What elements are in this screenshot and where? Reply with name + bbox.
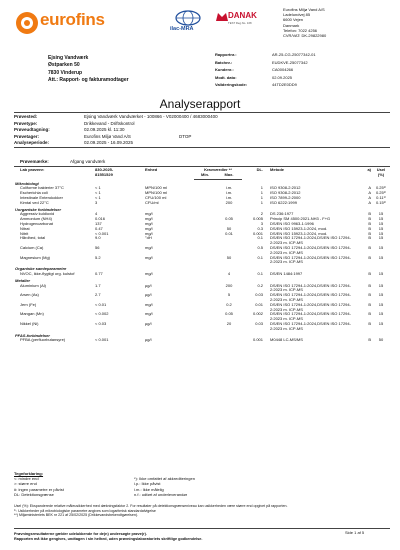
report-meta <box>215 51 390 89</box>
cell-unit: µg/l <box>145 338 152 343</box>
cell-parameter: Aluminium (Al) <box>20 283 47 288</box>
cell-max <box>216 246 242 256</box>
cell-method: DS/EN ISO 17294-1:2024,DS/EN ISO 17294-2:2023 m. ICP-MS <box>270 321 351 331</box>
cell-parameter: NVOC, ikke-flygtigt org. kulstof <box>20 271 75 276</box>
cell-uncertainty: 15 <box>378 283 384 288</box>
cell-uncertainty: 0.15¹⁾ <box>375 200 387 205</box>
cell-max: 0.01 <box>225 231 233 236</box>
cell-value: 0.77 <box>95 271 103 276</box>
cell-dl: 0.001 <box>253 231 264 236</box>
cell-min <box>194 246 216 256</box>
cell-method: DS/EN ISO 17294-1:2024,DS/EN ISO 17294-2:2023 m. ICP-MS <box>270 255 351 265</box>
cell-method: DS/EN ISO 15923-1:2024, mod. <box>270 231 328 236</box>
cell-value: < 1 <box>95 191 101 196</box>
meta-key: Valideringskode: <box>215 82 248 88</box>
cell-dl: 1 <box>260 186 264 191</box>
sample-mark-key: Prøvemærke: <box>20 158 49 164</box>
sample-info-key: Prøveudtagning: <box>14 127 50 133</box>
cell-parameter: Coliforme bakterier 37°C <box>20 186 64 191</box>
cell-accreditation: A <box>368 186 372 191</box>
table-row <box>14 338 390 343</box>
cell-parameter: Calcium (Ca) <box>20 245 44 250</box>
cell-value: < 1 <box>95 195 101 200</box>
cell-max: 5 <box>227 293 231 298</box>
cell-max: 0.05 <box>225 217 233 222</box>
cell-parameter: Mangan (Mn) <box>20 312 44 317</box>
cell-value: 137 <box>95 221 102 226</box>
recipient-line: Att.: Rapport- og fakturamodtager <box>48 76 129 83</box>
meta-key: Batchnr.: <box>215 59 233 65</box>
cell-method: ISO 7899-2:2000 <box>270 195 301 200</box>
cell-uncertainty: 0.25¹⁾ <box>375 186 387 191</box>
cell-dl: 1 <box>260 200 264 205</box>
cell-dl: 0.01 <box>255 302 264 307</box>
sample-info-key: Prøvetager: <box>14 133 40 139</box>
col-max: Max. <box>216 173 242 179</box>
col-lab-no-value: 830-2025- 81551529 <box>95 167 114 177</box>
meta-value: EUDKVE-25077342 <box>272 59 308 65</box>
cell-max: i.m. <box>225 186 233 191</box>
cell-min <box>194 338 216 343</box>
lab-address-line: CVR/VAT: DK-29822980 <box>283 33 327 39</box>
sample-info-value: Eurofins Miljø Vand A/S <box>84 133 131 139</box>
section-title: Metaller <box>15 277 31 283</box>
legend-item: i.m.: Ikke målelig <box>134 486 164 492</box>
footer-line: Rapporten må ikke gengives, undtagen i sin helhed, uden prøvningslaboratoriets skriftlige godkendelse. <box>14 536 203 541</box>
cell-uncertainty: 15 <box>378 231 384 236</box>
cell-method: M0448 LC-MS/MS <box>270 338 303 343</box>
cell-unit: mg/l <box>145 312 153 317</box>
col-lab-no: Lab prøvenr: <box>20 167 45 172</box>
cell-parameter: Escherichia coli <box>20 191 48 196</box>
cell-method: DS/EN ISO 15923-1:2024, mod. <box>270 226 328 231</box>
cell-parameter: Hydrogencarbonat <box>20 221 53 226</box>
cell-dl: 1 <box>260 191 264 196</box>
table-row <box>14 284 390 294</box>
cell-parameter: Nitrit <box>20 231 29 236</box>
meta-row <box>215 59 390 67</box>
cell-accreditation: B <box>368 212 372 217</box>
cell-uncertainty: 15 <box>378 236 384 241</box>
cell-max: 200 <box>225 200 233 205</box>
cell-method: Princip SM 4500:2021-NH3 - F+G <box>270 217 331 222</box>
meta-row <box>215 74 390 82</box>
footer-line: Prøvningsresultaterne gælder udelukkende for de(n) undersøgte prøve(r). <box>14 532 147 536</box>
cell-max: i.m. <box>225 195 233 200</box>
meta-key: Kundenr.: <box>215 67 234 73</box>
cell-method: DS/EN ISO 17294-1:2024,DS/EN ISO 17294-2:2023 m. ICP-MS <box>270 245 351 255</box>
cell-accreditation: B <box>368 255 372 260</box>
cell-accreditation: B <box>368 231 372 236</box>
cell-accreditation: B <box>368 293 372 298</box>
cell-accreditation: B <box>368 312 372 317</box>
cell-min <box>194 303 216 313</box>
cell-dl: 1 <box>260 195 264 200</box>
meta-key: Rapportnr.: <box>215 52 237 58</box>
cell-accreditation: A <box>368 191 372 196</box>
cell-unit: CFU/100 ml <box>145 195 167 200</box>
cell-parameter: Intestinale Enterokokker <box>20 195 63 200</box>
danak-text: DANAK <box>228 11 257 20</box>
lab-address-line: Ladelundvej 85 <box>283 12 311 18</box>
cell-parameter: Nitrat <box>20 226 30 231</box>
table-row <box>14 293 390 303</box>
cell-uncertainty: 15 <box>378 271 384 276</box>
cell-method: DS/EN ISO 17294-1:2024,DS/EN ISO 17294-2:2023 m. ICP-MS <box>270 312 351 322</box>
sample-info <box>14 112 390 148</box>
legend-item: #: ingen parametre er påvist <box>14 486 64 492</box>
section-title: PFAS-forbindelser <box>15 332 50 338</box>
cell-max <box>216 338 242 343</box>
cell-unit: µg/l <box>145 321 152 326</box>
cell-method: DS 236:1977 <box>270 212 294 217</box>
cell-max: 0.05 <box>225 312 233 317</box>
recipient-line: 7830 Vinderup <box>48 69 83 76</box>
sample-mark-value: Afgang vandværk <box>70 158 106 164</box>
cell-uncertainty: 15 <box>378 302 384 307</box>
cell-value: < 0.001 <box>95 338 109 343</box>
cell-value: 9.0 <box>95 236 101 241</box>
legend-item: *): Ikke omfattet af akkrediteringen <box>134 476 195 482</box>
table-row <box>14 312 390 322</box>
cell-dl: 0.1 <box>257 236 264 241</box>
cell-max: 50 <box>226 226 232 231</box>
cell-min <box>194 293 216 303</box>
legend-item: <: mindre end <box>14 476 39 482</box>
section-row <box>14 332 390 339</box>
sample-info-extra: DTOP <box>179 133 192 139</box>
section-title: Uorganiske forbindelser <box>15 206 62 212</box>
cell-parameter: Arsen (As) <box>20 293 39 298</box>
cell-min <box>194 236 216 246</box>
cell-min <box>194 322 216 332</box>
cell-parameter: Nikkel (Ni) <box>20 321 39 326</box>
cell-accreditation: B <box>368 217 372 222</box>
sample-info-value: 02.09.2025 - 16.09.2025 <box>84 140 134 146</box>
cell-min <box>194 284 216 294</box>
cell-value: < 0.03 <box>95 321 107 326</box>
sample-info-value: Ejsing Vandværk Vandværket - 100866 - V02000400 / 4683000400 <box>84 114 218 120</box>
recipient-line: Ejsing Vandværk <box>48 55 89 61</box>
note-line: Usel (%): Ekspanderede relative måleusikkerhed med dækningsfaktor 2. For resultater på detektionsgrænseniveau kan usikkerheden være større end opgivet på rapporten. <box>14 504 288 508</box>
sample-mark <box>14 157 390 167</box>
table-row <box>14 303 390 313</box>
cell-value: 4 <box>95 212 98 217</box>
lab-address-line: Eurofins Miljø Vand A/S <box>283 7 325 12</box>
cell-unit: MPN/100 ml <box>145 186 168 191</box>
cell-value: 1.7 <box>95 283 101 288</box>
cell-dl: 3 <box>260 221 264 226</box>
cell-unit: mg/l <box>145 212 153 217</box>
sample-info-value: Drikkevand - Driftskontrol <box>84 120 135 126</box>
cell-method: DS/EN ISO 17294-1:2024,DS/EN ISO 17294-2:2023 m. ICP-MS <box>270 293 351 302</box>
cell-uncertainty: 15 <box>378 255 384 260</box>
cell-min <box>194 312 216 322</box>
footer <box>14 532 390 542</box>
section-title: Mikrobiologi <box>15 180 39 186</box>
section-row <box>14 265 390 272</box>
cell-accreditation: A <box>368 200 372 205</box>
cell-unit: µg/l <box>145 283 152 288</box>
col-uncert: Usel (%) <box>376 167 386 177</box>
page-title: Analyserapport <box>159 97 241 111</box>
cell-parameter: Aggressiv kuldioxid <box>20 212 55 217</box>
lab-address <box>283 7 393 38</box>
sample-info-key: Prøvetype: <box>14 120 38 126</box>
sample-info-key: Prøvested: <box>14 114 38 120</box>
cell-max: i.m. <box>225 191 233 196</box>
cell-accreditation: B <box>368 302 372 307</box>
note-line: **) Miljøministeriets BEK nr 221 af 25/02/2025 (Drikkevandsbekendtgørelsen). <box>14 513 139 518</box>
footer-divider <box>14 528 390 529</box>
cell-unit: mg/l <box>145 221 153 226</box>
cell-dl: 0.001 <box>253 338 264 343</box>
ilac-text: ilac-MRA <box>170 26 194 32</box>
section-row <box>14 179 390 186</box>
cell-unit: CFU/ml <box>145 200 159 205</box>
cell-uncertainty: 15 <box>378 212 384 217</box>
cell-dl: 0.3 <box>257 226 264 231</box>
cell-uncertainty: 15 <box>378 226 384 231</box>
cell-accreditation: B <box>368 338 372 343</box>
cell-unit: mg/l <box>145 255 153 260</box>
eurofins-logo-icon <box>14 10 40 36</box>
cell-method: ISO 6222:1999 <box>270 200 297 205</box>
table-row <box>14 246 390 256</box>
cell-value: 0.016 <box>95 217 106 222</box>
cell-dl: 0.03 <box>255 293 264 298</box>
cell-accreditation: B <box>368 236 372 241</box>
ilac-mra-logo <box>165 9 211 35</box>
col-method: Metode <box>270 167 285 172</box>
cell-max: 20 <box>226 321 232 326</box>
cell-dl: 0.03 <box>255 321 264 326</box>
meta-key: Modt. dato: <box>215 74 237 80</box>
company-name: eurofins <box>40 10 105 29</box>
cell-dl: 0.1 <box>257 271 264 276</box>
cell-dl: 0.005 <box>253 217 264 222</box>
lab-address-line: Danmark <box>283 22 300 28</box>
cell-uncertainty: 15 <box>378 221 384 226</box>
legend-item: i.p.: Ikke påvist <box>134 481 161 487</box>
cell-method: ISO 9308-2:2012 <box>270 186 301 191</box>
cell-unit: mg/l <box>145 302 153 307</box>
table-row <box>14 256 390 266</box>
meta-value: 44TD2E0DD9 <box>272 82 297 88</box>
cell-uncertainty: 15 <box>378 217 384 222</box>
cell-uncertainty: 15 <box>378 245 384 250</box>
table-row <box>14 236 390 246</box>
cell-method: DS/EN ISO 9963-1:1996 <box>270 221 314 226</box>
cell-min <box>194 256 216 266</box>
cell-parameter: PFBA (perfluorbutansyre) <box>20 338 66 343</box>
cell-value: < 1 <box>95 186 101 191</box>
cell-unit: mg/l <box>145 245 153 250</box>
col-unit: Enhed <box>145 167 158 172</box>
meta-value: 02.09.2025 <box>272 74 293 80</box>
cell-max <box>216 236 242 246</box>
cell-max: 4 <box>227 271 231 276</box>
cell-value: < 0.01 <box>95 302 107 307</box>
cell-uncertainty: 15 <box>378 321 384 326</box>
cell-accreditation: B <box>368 271 372 276</box>
section-row <box>14 206 390 213</box>
danak-reg: TEST Reg.No. 168 <box>228 21 252 25</box>
cell-parameter: Jern (Fe) <box>20 302 37 307</box>
meta-value: CA0004266 <box>272 67 294 73</box>
cell-unit: mg/l <box>145 271 153 276</box>
cell-value: 5.2 <box>95 255 101 260</box>
legend-item: DL: Detektionsgrænse <box>14 491 54 497</box>
cell-dl: 2 <box>260 212 264 217</box>
col-dl: DL. <box>256 167 264 172</box>
legend <box>14 471 390 497</box>
cell-parameter: Hårdhed, total <box>20 236 46 241</box>
cell-dl: 0.1 <box>257 255 264 260</box>
recipient-address <box>48 55 129 84</box>
cell-value: < 0.002 <box>95 312 109 317</box>
cell-dl: 0.5 <box>257 245 264 250</box>
cell-accreditation: A <box>368 195 372 200</box>
danak-crown-icon <box>215 10 229 22</box>
results-table <box>14 167 390 343</box>
legend-item: n.f.: udført af underleverandør <box>134 491 188 497</box>
cell-uncertainty: 15 <box>378 293 384 298</box>
cell-unit: µg/l <box>145 293 152 298</box>
cell-unit: °dH <box>145 236 152 241</box>
cell-dl: 0.002 <box>253 312 264 317</box>
cell-value: 3 <box>95 200 98 205</box>
note-line: ¹⁾: Usikkerheder på mikrobiologiske parametre angives som logaritmisk standardafvigelse <box>14 508 156 513</box>
results-body <box>14 179 390 343</box>
legend-item: >: større end <box>14 481 37 487</box>
lab-address-line: Telefon: 7022 4256 <box>283 27 318 33</box>
table-row <box>14 322 390 332</box>
cell-accreditation: B <box>368 321 372 326</box>
cell-uncertainty: 50 <box>378 338 384 343</box>
section-row <box>14 277 390 284</box>
sample-info-key: Analyseperiode: <box>14 140 50 146</box>
cell-parameter: Ammonium (NH4) <box>20 217 53 222</box>
meta-row <box>215 51 390 59</box>
cell-method: ISO 9308-2:2012 <box>270 191 301 196</box>
cell-max: 50 <box>226 255 232 260</box>
notes <box>14 504 390 518</box>
cell-dl: 0.2 <box>257 283 264 288</box>
meta-row <box>215 66 390 74</box>
cell-uncertainty: 0.11¹⁾ <box>376 195 386 200</box>
cell-method: DS/EN ISO 17294-1:2024,DS/EN ISO 17294-2:2023 m. ICP-MS <box>270 236 351 246</box>
cell-unit: mg/l <box>145 226 153 231</box>
meta-value: AR-25-CG-25077342-01 <box>272 52 316 58</box>
page-number: Side 1 af 5 <box>345 530 365 535</box>
cell-uncertainty: 0.25¹⁾ <box>375 191 387 196</box>
legend-title: Tegnforklaring: <box>14 471 44 476</box>
legend-row <box>14 492 390 497</box>
cell-method: DS/EN ISO 17294-1:2024,DS/EN ISO 17294-2:2023 m. ICP-MS <box>270 283 351 293</box>
cell-uncertainty: 15 <box>378 312 384 317</box>
danak-logo <box>215 10 255 36</box>
col-accr: a) <box>367 167 372 172</box>
cell-max: 0.2 <box>226 302 232 307</box>
cell-unit: mg/l <box>145 231 153 236</box>
col-min: Min. <box>194 173 216 179</box>
cell-parameter: Magnesium (Mg) <box>20 255 51 260</box>
col-limits: Kravværdier ** <box>204 167 232 172</box>
meta-row <box>215 81 390 89</box>
recipient-line: Østparken 50 <box>48 62 80 69</box>
section-title: Organiske samleparametre <box>15 266 67 272</box>
cell-value: 56 <box>95 245 100 250</box>
sample-info-row <box>14 140 390 147</box>
cell-unit: MPN/100 ml <box>145 191 168 196</box>
cell-accreditation: B <box>368 283 372 288</box>
cell-max: 200 <box>225 283 233 288</box>
sample-info-value: 02.09.2025 kl. 11:30 <box>84 127 125 133</box>
cell-accreditation: B <box>368 226 372 231</box>
cell-method: DS/EN 1484:1997 <box>270 271 303 276</box>
cell-value: 2.7 <box>95 293 101 298</box>
cell-parameter: Kimtal ved 22°C <box>20 200 49 205</box>
cell-accreditation: B <box>368 245 372 250</box>
cell-accreditation: B <box>368 221 372 226</box>
lab-address-line: 6600 Vejen <box>283 17 304 23</box>
cell-unit: mg/l <box>145 217 153 222</box>
cell-method: DS/EN ISO 17294-1:2024,DS/EN ISO 17294-2:2023 m. ICP-MS <box>270 302 351 312</box>
cell-value: < 0.001 <box>95 231 109 236</box>
cell-value: 0.47 <box>95 226 103 231</box>
